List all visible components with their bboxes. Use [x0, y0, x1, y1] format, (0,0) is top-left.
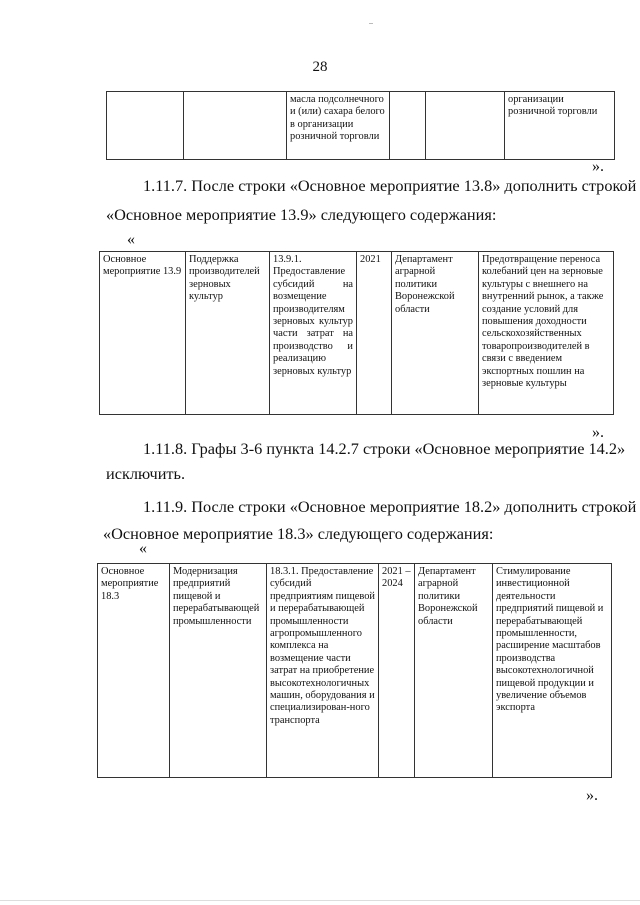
table-cell	[390, 92, 426, 160]
table-row	[107, 92, 615, 160]
table-cell	[184, 92, 287, 160]
activity-title: Модернизация предприятий пищевой и перерабатывающей промышленности	[170, 564, 267, 778]
closing-quote: ».	[592, 158, 604, 175]
activity-title: Поддержка производителей зерновых культур	[186, 252, 270, 415]
paragraph-1-11-8-line1: 1.11.8. Графы 3-6 пункта 14.2.7 строки «Основное мероприятие 14.2»	[143, 439, 626, 458]
scan-edge	[0, 900, 640, 901]
activity-executor: Департамент аграрной политики Воронежской области	[392, 252, 479, 415]
activity-result: Предотвращение переноса колебаний цен на зерновые культуры с внешнего на внутренний рынок, а также создание условий для повышения доходности сельскохозяйственных товаропроизводителей в связи с введением экспортных пошлин на зерновые культуры	[479, 252, 614, 415]
page-number: 28	[312, 59, 328, 75]
table-activity-18-3	[97, 563, 612, 778]
table-cell: организации розничной торговли	[505, 92, 615, 160]
table-row	[98, 564, 612, 778]
paragraph-1-11-7-line2: «Основное мероприятие 13.9» следующего содержания:	[106, 205, 497, 224]
paragraph-1-11-7-line1: 1.11.7. После строки «Основное мероприятие 13.8» дополнить строкой	[143, 176, 637, 195]
paragraph-1-11-9-line2: «Основное мероприятие 18.3» следующего содержания:	[103, 524, 494, 543]
closing-quote: ».	[586, 787, 598, 804]
paragraph-1-11-9-line1: 1.11.9. После строки «Основное мероприятие 18.2» дополнить строкой	[143, 497, 637, 516]
activity-name: Основное мероприятие 13.9	[100, 252, 186, 415]
activity-executor: Департамент аграрной политики Воронежской области	[415, 564, 493, 778]
table-cell	[426, 92, 505, 160]
opening-quote: «	[139, 540, 147, 557]
table-cell	[107, 92, 184, 160]
closing-quote: ».	[592, 424, 604, 441]
activity-year: 2021 – 2024	[379, 564, 415, 778]
sub-activity: 13.9.1. Предоставление субсидий на возмещение производителям зерновых культур части затрат на производство и реализацию зерновых культур	[270, 252, 357, 415]
table-cell: масла подсолнечного и (или) сахара белого в организации розничной торговли	[287, 92, 390, 160]
scan-mark	[369, 23, 373, 24]
activity-year: 2021	[357, 252, 392, 415]
paragraph-1-11-8-line2: исключить.	[106, 464, 186, 483]
activity-result: Стимулирование инвестиционной деятельности предприятий пищевой и перерабатывающей промышленности, расширение масштабов производства высокотехнологичной пищевой продукции и увеличение объемов экспорта	[493, 564, 612, 778]
table-row	[100, 252, 614, 415]
continuation-table	[106, 91, 615, 160]
sub-activity: 18.3.1. Предоставление субсидий предприятиям пищевой и перерабатывающей промышленности агропромышленного комплекса на возмещение части затрат на приобретение высокотехнологичных машин, оборудования и специализирован-ного транспорта	[267, 564, 379, 778]
activity-name: Основное мероприятие 18.3	[98, 564, 170, 778]
table-activity-13-9	[99, 251, 614, 415]
opening-quote: «	[127, 231, 135, 248]
